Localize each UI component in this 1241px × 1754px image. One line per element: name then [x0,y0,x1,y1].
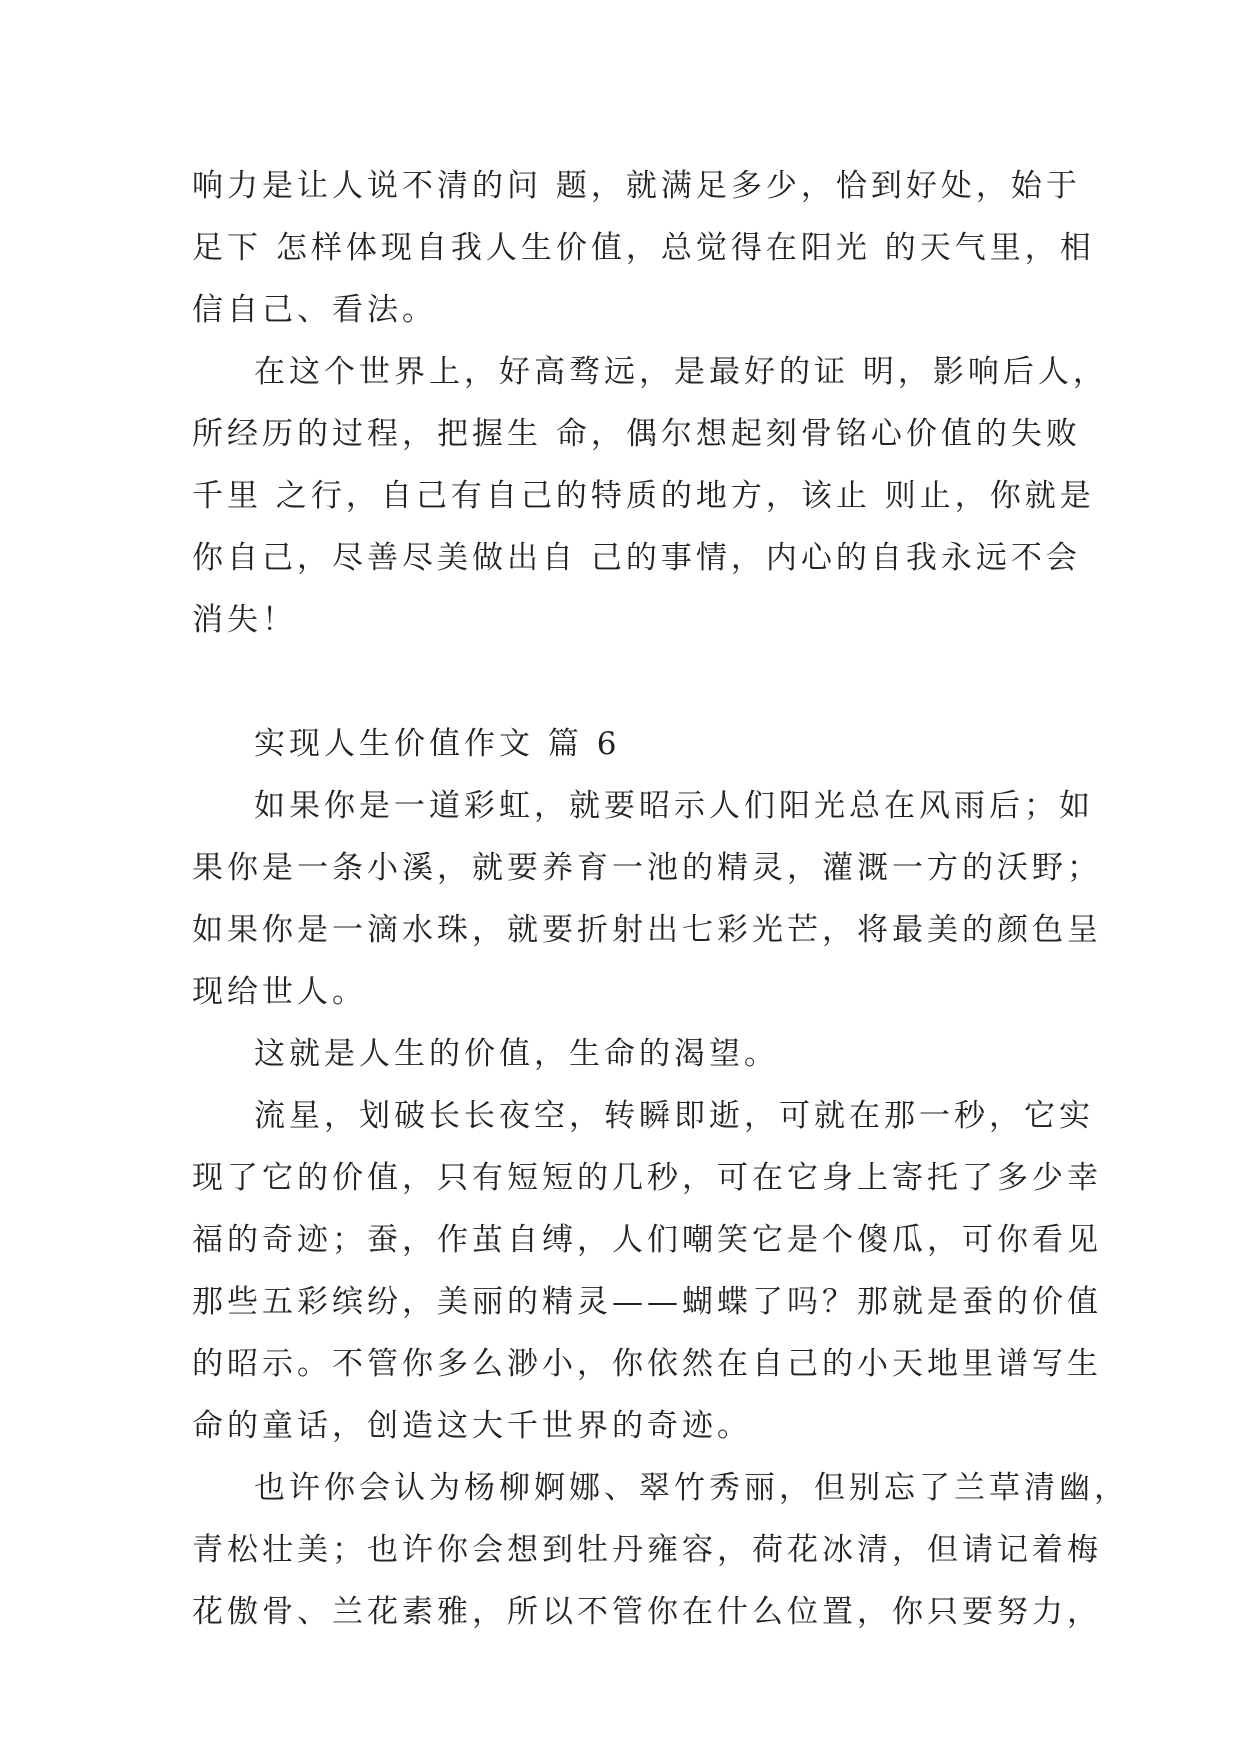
text-line: 福的奇迹；蚕，作茧自缚，人们嘲笑它是个傻瓜，可你看见 [192,1222,1102,1258]
text-line: 花傲骨、兰花素雅，所以不管你在什么位置，你只要努力， [192,1594,1102,1630]
text-line: 现了它的价值，只有短短的几秒，可在它身上寄托了多少幸 [192,1160,1102,1196]
section-paragraph-1 [192,775,1102,1023]
text-line: 青松壮美；也许你会想到牡丹雍容，荷花冰清，但请记着梅 [192,1532,1102,1568]
text-line: 如果你是一道彩虹，就要昭示人们阳光总在风雨后；如 [254,788,1094,824]
text-line: 的昭示。不管你多么渺小，你依然在自己的小天地里谱写生 [192,1346,1102,1382]
text-line: 在这个世界上，好高骛远，是最好的证 明，影响后人， [254,354,1108,390]
text-line: 如果你是一滴水珠，就要折射出七彩光芒，将最美的颜色呈 [192,912,1102,948]
text-line: 现给世人。 [192,974,367,1010]
text-line: 这就是人生的价值，生命的渴望。 [254,1036,779,1072]
text-line: 流星，划破长长夜空，转瞬即逝，可就在那一秒，它实 [254,1098,1094,1134]
document-body [192,155,1129,1643]
text-line: 你自己，尽善尽美做出自 己的事情，内心的自我永远不会 [192,540,1081,576]
text-line: 也许你会认为杨柳婀娜、翠竹秀丽，但别忘了兰草清幽， [254,1470,1129,1506]
text-line: 那些五彩缤纷，美丽的精灵——蝴蝶了吗？那就是蚕的价值 [192,1284,1102,1320]
paragraph-2 [192,341,1108,651]
text-line: 消失！ [192,602,297,638]
section-heading: 实现人生价值作文 篇 6 [254,726,621,762]
text-line: 信自己、看法。 [192,292,437,328]
section-paragraph-2 [192,1023,1072,1085]
text-line: 足下 怎样体现自我人生价值，总觉得在阳光 的天气里，相 [192,230,1095,266]
paragraph-1 [192,155,1095,341]
text-line: 果你是一条小溪，就要养育一池的精灵，灌溉一方的沃野； [192,850,1102,886]
section-paragraph-3 [192,1085,1102,1457]
section-paragraph-4 [192,1457,1129,1643]
text-line: 所经历的过程，把握生 命，偶尔想起刻骨铭心价值的失败 [192,416,1081,452]
text-line: 命的童话，创造这大千世界的奇迹。 [192,1408,752,1444]
text-line: 千里 之行，自己有自己的特质的地方，该止 则止，你就是 [192,478,1095,514]
text-line: 响力是让人说不清的问 题，就满足多少，恰到好处，始于 [192,168,1081,204]
